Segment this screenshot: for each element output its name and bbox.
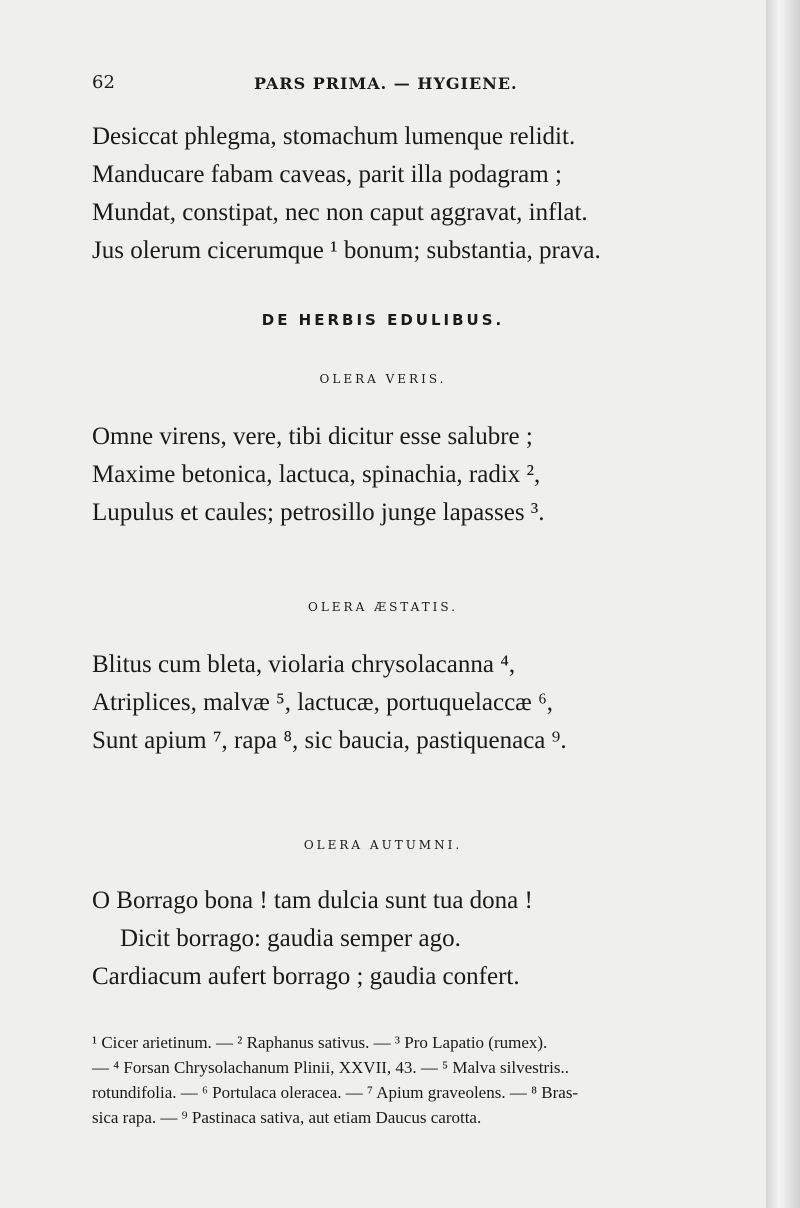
verse-line: O Borrago bona ! tam dulcia sunt tua dona ! <box>92 887 533 914</box>
running-title: PARS PRIMA. — HYGIENE. <box>254 74 518 93</box>
page-header <box>92 72 652 98</box>
footnote-line: rotundifolia. — ⁶ Portulaca oleracea. — ⁷ Apium graveolens. — ⁸ Bras- <box>92 1083 579 1102</box>
verse-line: Dicit borrago: gaudia semper ago. <box>120 925 461 952</box>
footnotes <box>92 1030 712 1130</box>
verse-line: Desiccat phlegma, stomachum lumenque relidit. <box>92 123 576 150</box>
verse-block-autumn <box>92 882 533 996</box>
page-number: 62 <box>92 72 115 93</box>
verse-line: Mundat, constipat, nec non caput aggravat, inflat. <box>92 199 588 226</box>
verse-line: Maxime betonica, lactuca, spinachia, radix ², <box>92 461 541 488</box>
footnote-line: ¹ Cicer arietinum. — ² Raphanus sativus. — ³ Pro Lapatio (rumex). <box>92 1033 548 1052</box>
subtitle-summer: OLERA ÆSTATIS. <box>307 600 459 614</box>
footnote-line: — ⁴ Forsan Chrysolachanum Plinii, XXVII, 43. — ⁵ Malva silvestris.. <box>92 1058 569 1077</box>
page-edge-shadow <box>766 0 800 1208</box>
verse-line: Blitus cum bleta, violaria chrysolacanna ⁴, <box>92 651 516 678</box>
footnote-line: sica rapa. — ⁹ Pastinaca sativa, aut etiam Daucus carotta. <box>92 1108 482 1127</box>
verse-line: Jus olerum cicerumque ¹ bonum; substantia, prava. <box>92 237 601 264</box>
verse-block-summer <box>92 646 567 760</box>
verse-block-top <box>92 118 601 270</box>
verse-line: Lupulus et caules; petrosillo junge lapasses ³. <box>92 499 545 526</box>
verse-line: Sunt apium ⁷, rapa ⁸, sic baucia, pastiquenaca ⁹. <box>92 727 567 754</box>
verse-line: Atriplices, malvæ ⁵, lactucæ, portuquelaccæ ⁶, <box>92 689 554 716</box>
subtitle-spring: OLERA VERIS. <box>319 372 447 386</box>
section-title: DE HERBIS EDULIBUS. <box>261 311 505 329</box>
verse-line: Cardiacum aufert borrago ; gaudia confert. <box>92 963 520 990</box>
verse-line: Manducare fabam caveas, parit illa podagram ; <box>92 161 562 188</box>
verse-block-spring <box>92 418 545 532</box>
verse-line: Omne virens, vere, tibi dicitur esse salubre ; <box>92 423 533 450</box>
subtitle-autumn: OLERA AUTUMNI. <box>303 838 463 852</box>
